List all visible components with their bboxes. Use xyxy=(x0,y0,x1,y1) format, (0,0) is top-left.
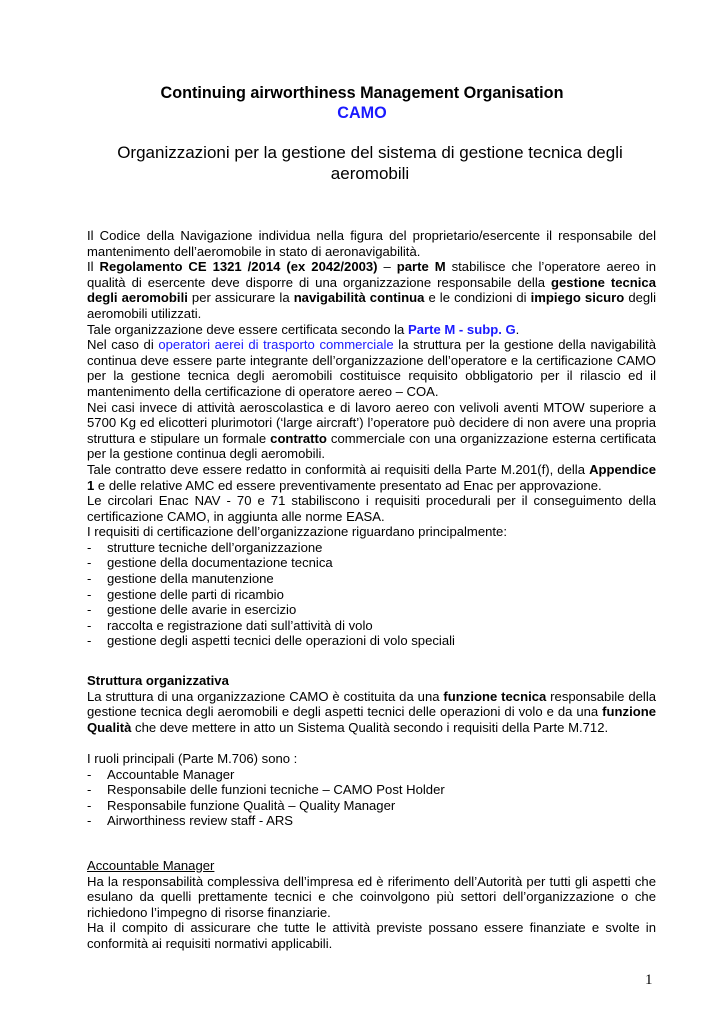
intro-paragraph-2: Il Regolamento CE 1321 /2014 (ex 2042/2003) – parte M stabilisce che l’operatore aereo in qualità di esercente deve disporre di una organizzazione responsabile della gestione tecnica degli aeromobili per assicurare la navigabilità continua e le condizioni di impiego sicuro degli aeromobili utilizzati. xyxy=(87,259,656,321)
document-title: Continuing airworthiness Management Organisation xyxy=(160,84,564,102)
roles-list xyxy=(87,767,656,829)
list-item: - gestione degli aspetti tecnici delle operazioni di volo speciali xyxy=(87,633,455,649)
intro-paragraph-3: Tale organizzazione deve essere certificata secondo la Parte M - subp. G. xyxy=(87,321,520,337)
intro-section xyxy=(87,228,656,649)
list-item: - Airworthiness review staff - ARS xyxy=(87,813,294,829)
accountable-paragraph-1: Ha la responsabilità complessiva dell’impresa ed è riferimento dell’Autorità per tutti gli aspetti che esulano da quelli prettamente tecnici e che coinvolgono più settori dell’organizzazione o che richiedono l’impegno di risorse finanziarie. xyxy=(87,873,656,920)
ruoli-intro: I ruoli principali (Parte M.706) sono : xyxy=(87,750,298,766)
page-number: 1 xyxy=(645,972,653,988)
list-item: - gestione della manutenzione xyxy=(87,571,274,587)
intro-paragraph-1: Il Codice della Navigazione individua nella figura del proprietario/esercente il responsabile del mantenimento dell’aeromobile in stato di aeronavigabilità. xyxy=(87,228,656,259)
list-item: - gestione delle parti di ricambio xyxy=(87,586,284,602)
list-item: - Accountable Manager xyxy=(87,766,235,782)
document-subtitle: Organizzazioni per la gestione del sistema di gestione tecnica degli aeromobili xyxy=(117,143,623,183)
list-item: - strutture tecniche dell’organizzazione xyxy=(87,539,323,555)
struttura-paragraph: La struttura di una organizzazione CAMO è costituita da una funzione tecnica responsabile della gestione tecnica degli aeromobili e degli aspetti tecnici delle operazioni di volo e da una funzione Qualità che deve mettere in atto un Sistema Qualità secondo i requisiti della Parte M.712. xyxy=(87,688,657,735)
intro-paragraph-6: Tale contratto deve essere redatto in conformità ai requisiti della Parte M.201(f), della Appendice 1 e delle relative AMC ed essere preventivamente presentato ad Enac per approvazione. xyxy=(87,461,656,493)
intro-paragraph-7: Le circolari Enac NAV - 70 e 71 stabiliscono i requisiti procedurali per il conseguimento della certificazione CAMO, in aggiunta alle norme EASA. xyxy=(87,493,656,524)
document-acronym: CAMO xyxy=(337,104,387,122)
list-item: - Responsabile delle funzioni tecniche – CAMO Post Holder xyxy=(87,782,445,798)
intro-paragraph-4: Nel caso di operatori aerei di trasporto commerciale la struttura per la gestione della navigabilità continua deve essere parte integrante dell’organizzazione dell’operatore e la certificazione CAMO per la gestione tecnica degli aeromobili costituisce requisito obbligatorio per il rilascio ed il mantenimento della certificazione di operatore aereo – COA. xyxy=(87,337,656,399)
list-item: - Responsabile funzione Qualità – Quality Manager xyxy=(87,797,396,813)
section-heading-struttura: Struttura organizzativa xyxy=(87,673,229,688)
intro-paragraph-8: I requisiti di certificazione dell’organizzazione riguardano principalmente: xyxy=(87,524,507,540)
parte-m-link[interactable]: Parte M - subp. G xyxy=(407,321,516,337)
section-heading-accountable: Accountable Manager xyxy=(87,858,215,873)
accountable-section xyxy=(87,858,656,952)
struttura-section xyxy=(87,673,656,829)
operatori-link[interactable]: operatori aerei di trasporto commerciale xyxy=(158,337,394,353)
list-item: - gestione della documentazione tecnica xyxy=(87,555,333,571)
intro-paragraph-5: Nei casi invece di attività aeroscolastica e di lavoro aereo con velivoli aventi MTOW superiore a 5700 Kg ed elicotteri plurimotori (‘large aircraft’) l’operatore può decidere di non avere una propria struttura e stipulare un formale contratto commerciale con una organizzazione esterna certificata per la gestione continua degli aeromobili. xyxy=(87,399,657,462)
list-item: - gestione delle avarie in esercizio xyxy=(87,602,297,618)
requirements-list xyxy=(87,540,656,649)
accountable-paragraph-2: Ha il compito di assicurare che tutte le attività previste possano essere finanziate e svolte in conformità ai requisiti normativi applicabili. xyxy=(87,920,656,951)
list-item: - raccolta e registrazione dati sull’attività di volo xyxy=(87,617,373,633)
